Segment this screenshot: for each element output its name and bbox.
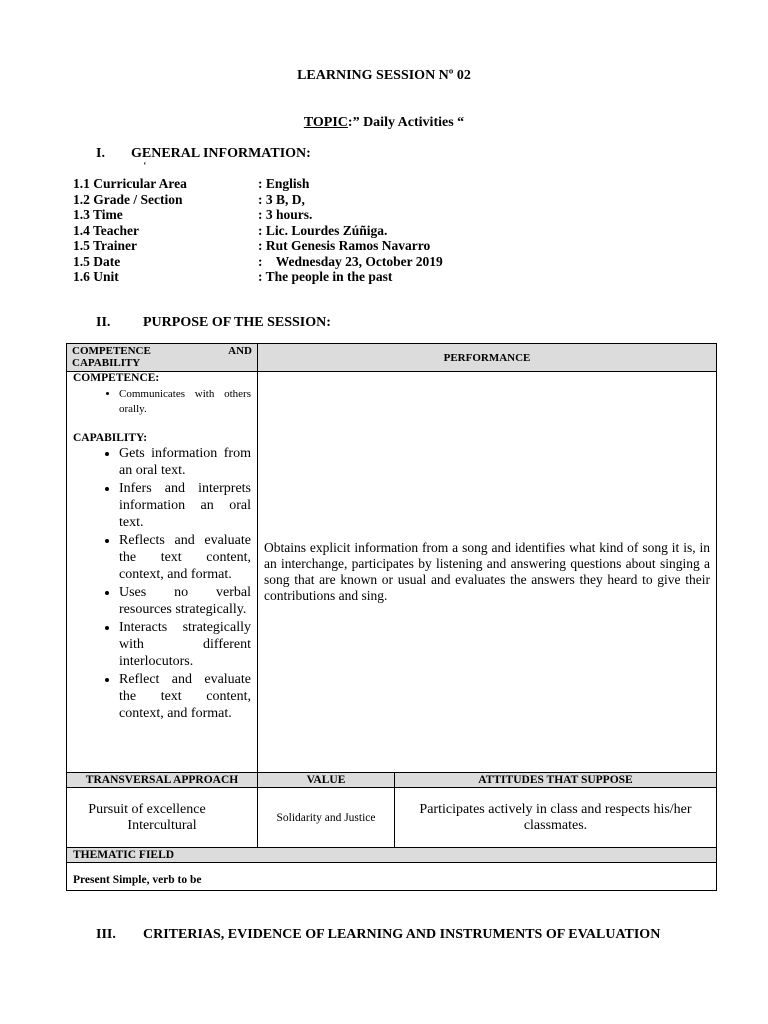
info-label: 1.5 Trainer — [73, 238, 137, 253]
capability-item: • Uses no verbal resources strategically. — [119, 584, 251, 618]
header-word-competence: COMPETENCE — [72, 345, 151, 357]
general-info-list — [0, 176, 768, 285]
section-2-number: II. — [96, 315, 111, 330]
info-label: 1.3 Time — [73, 207, 123, 222]
section-1-title: GENERAL INFORMATION: — [131, 146, 311, 161]
purpose-table — [66, 343, 717, 891]
competence-label: COMPETENCE: — [73, 372, 160, 384]
section-1-number: I. — [96, 146, 105, 161]
section-3-number: III. — [96, 927, 116, 942]
topic-line — [0, 115, 768, 131]
capability-item: • Reflect and evaluate the text content, context, and format. — [119, 671, 251, 722]
document-title: LEARNING SESSION Nº 02 — [297, 68, 471, 83]
performance-cell: Obtains explicit information from a song and identifies what kind of song it is, in an interchange, participates by listening and answering questions about singing a song that are known or usual and evaluates the answers they heard to give their contributions and sing. — [258, 372, 717, 773]
header-performance: PERFORMANCE — [258, 344, 717, 372]
section-3-title: CRITERIAS, EVIDENCE OF LEARNING AND INSTRUMENTS OF EVALUATION — [143, 927, 661, 942]
info-row — [0, 192, 768, 208]
header-competence-capability — [67, 344, 258, 372]
info-label: 1.6 Unit — [73, 269, 119, 284]
info-value: : 3 B, D, — [258, 191, 305, 207]
info-label: 1.2 Grade / Section — [73, 191, 183, 207]
info-label: 1.1 Curricular Area — [73, 176, 187, 191]
info-label: 1.5 Date — [73, 253, 121, 269]
header-word-and: AND — [228, 345, 252, 357]
capability-item: • Infers and interprets information an oral text. — [119, 480, 251, 531]
topic-label: TOPIC — [303, 115, 348, 130]
info-label: 1.4 Teacher — [73, 222, 139, 238]
info-value: : Rut Genesis Ramos Navarro — [258, 238, 431, 253]
capability-label: CAPABILITY: — [73, 432, 148, 444]
transversal-line-1: Pursuit of excellence — [88, 801, 206, 817]
competence-item: • Communicates with others orally. — [119, 387, 251, 417]
info-row — [0, 176, 768, 192]
header-attitudes: ATTITUDES THAT SUPPOSE — [395, 773, 717, 788]
info-value: : Lic. Lourdes Zúñiga. — [258, 222, 388, 238]
attitudes-cell: Participates actively in class and respects his/her classmates. — [395, 788, 717, 848]
competence-capability-cell — [67, 372, 258, 773]
capability-item: • Reflects and evaluate the text content, context, and format. — [119, 532, 251, 583]
info-row — [0, 269, 768, 285]
thematic-field-value: Present Simple, verb to be — [67, 863, 717, 891]
value-cell: Solidarity and Justice — [258, 788, 395, 848]
info-value: : Wednesday 23, October 2019 — [258, 253, 443, 269]
info-value: : The people in the past — [258, 269, 393, 284]
transversal-cell — [67, 788, 258, 848]
thematic-field-header: THEMATIC FIELD — [67, 848, 717, 863]
topic-text: :” Daily Activities “ — [347, 115, 465, 130]
transversal-line-2: Intercultural — [127, 817, 197, 833]
header-value: VALUE — [258, 773, 395, 788]
info-value: : English — [258, 176, 310, 191]
section-2-title: PURPOSE OF THE SESSION: — [143, 315, 331, 330]
stray-quote-mark: ‘ — [143, 160, 147, 172]
info-row — [0, 207, 768, 223]
header-transversal: TRANSVERSAL APPROACH — [67, 773, 258, 788]
capability-list — [73, 445, 251, 722]
competence-list — [73, 387, 251, 417]
header-word-capability: CAPABILITY — [72, 357, 141, 369]
capability-item: • Interacts strategically with different interlocutors. — [119, 619, 251, 670]
info-row — [0, 223, 768, 239]
capability-item: • Gets information from an oral text. — [119, 445, 251, 479]
info-row — [0, 254, 768, 270]
info-row — [0, 238, 768, 254]
info-value: : 3 hours. — [258, 207, 313, 222]
